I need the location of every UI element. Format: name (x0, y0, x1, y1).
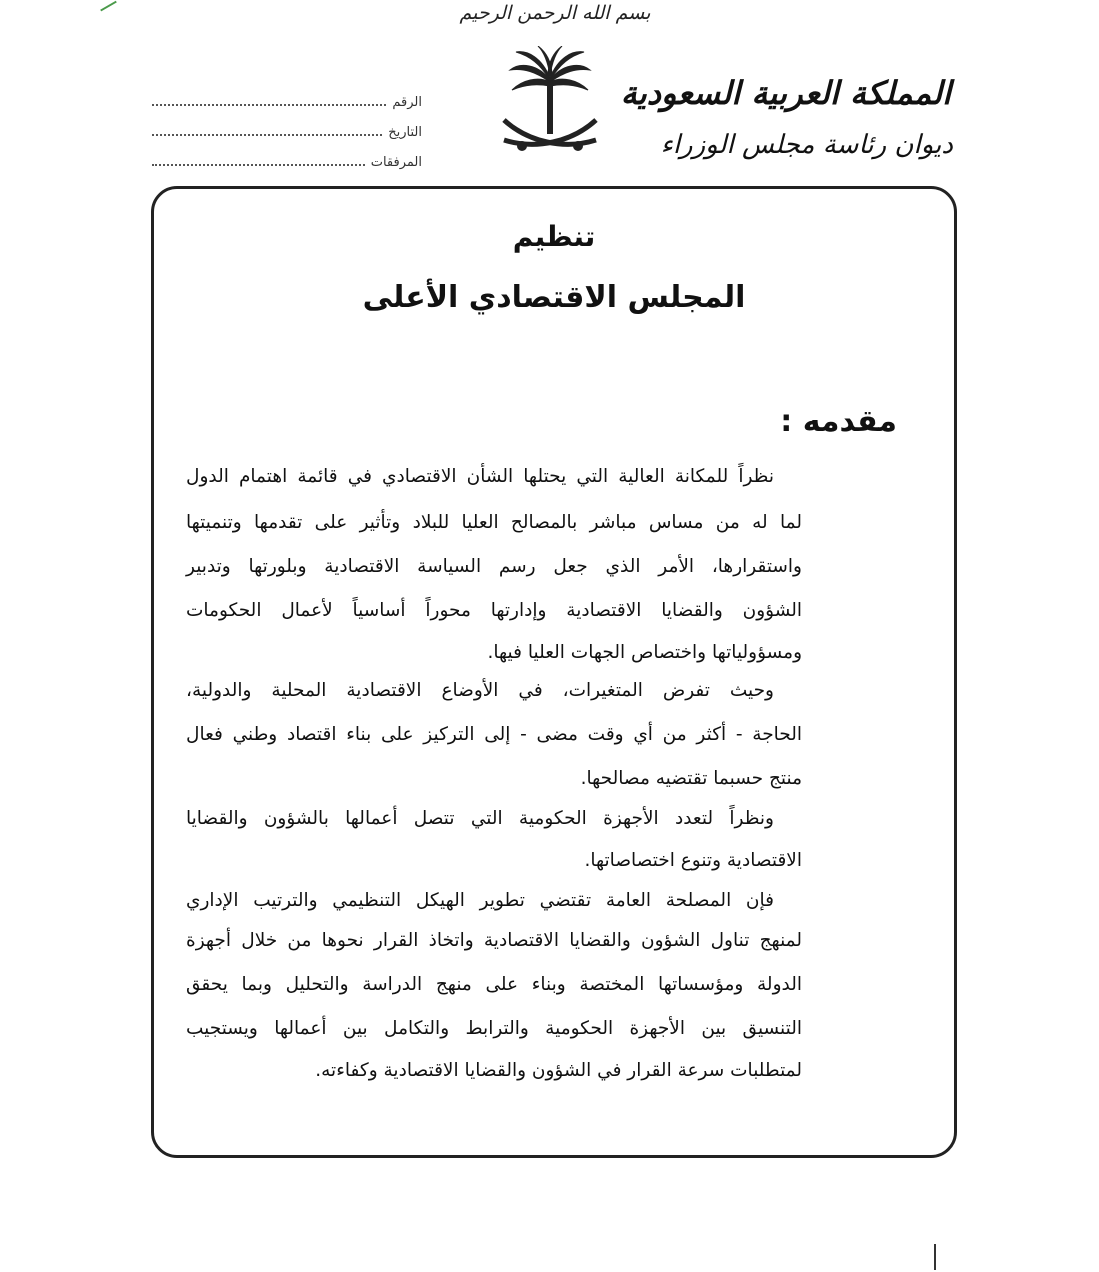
field-label: الرقم (392, 95, 422, 110)
page-edge-mark (934, 1244, 940, 1270)
document-frame (151, 186, 957, 1158)
diwan-name: ديوان رئاسة مجلس الوزراء (660, 130, 953, 160)
corner-mark (93, 0, 117, 11)
body-line: لمنهج تناول الشؤون والقضايا الاقتصادية واتخاذ القرار نحوها من خلال أجهزة (186, 930, 802, 951)
body-line: ونظراً لتعدد الأجهزة الحكومية التي تتصل أعمالها بالشؤون والقضايا (186, 808, 774, 829)
document-title-line1: تنظيم (512, 220, 596, 253)
body-line: ومسؤولياتها واختصاص الجهات العليا فيها. (487, 642, 802, 663)
field-label: التاريخ (388, 125, 422, 140)
body-line: منتج حسبما تقتضيه مصالحها. (580, 768, 802, 789)
field-dotted-line (152, 94, 386, 106)
basmala: بسم الله الرحمن الرحيم (459, 2, 651, 24)
field-dotted-line (152, 154, 365, 166)
reference-number-field (152, 94, 422, 110)
date-field (152, 124, 422, 140)
field-label: المرفقات (370, 155, 422, 170)
body-line: لمتطلبات سرعة القرار في الشؤون والقضايا الاقتصادية وكفاءته. (315, 1060, 802, 1081)
body-line: واستقرارها، الأمر الذي جعل رسم السياسة الاقتصادية وبلورتها وتدبير (186, 556, 802, 577)
document-title-line2: المجلس الاقتصادي الأعلى (362, 280, 746, 315)
body-line: لما له من مساس مباشر بالمصالح العليا للبلاد وتأثير على تقدمها وتنميتها (186, 512, 802, 533)
body-line: فإن المصلحة العامة تقتضي تطوير الهيكل التنظيمي والترتيب الإداري (186, 890, 774, 911)
body-line: التنسيق بين الأجهزة الحكومية والترابط والتكامل بين أعمالها ويستجيب (186, 1018, 802, 1039)
attachments-field (152, 154, 422, 170)
field-dotted-line (152, 124, 382, 136)
kingdom-name: المملكة العربية السعودية (620, 74, 951, 112)
body-line: الشؤون والقضايا الاقتصادية وإدارتها محوراً أساسياً لأعمال الحكومات (186, 600, 802, 621)
body-line: الدولة ومؤسساتها المختصة وبناء على منهج الدراسة والتحليل وبما يحقق (186, 974, 802, 995)
body-line: وحيث تفرض المتغيرات، في الأوضاع الاقتصادية المحلية والدولية، (186, 680, 774, 701)
intro-heading: مقدمه : (780, 404, 897, 439)
saudi-emblem-palm-swords-icon (498, 46, 602, 166)
body-line: الاقتصادية وتنوع اختصاصاتها. (584, 850, 802, 871)
body-line: نظراً للمكانة العالية التي يحتلها الشأن الاقتصادي في قائمة اهتمام الدول (186, 466, 774, 487)
body-line: الحاجة - أكثر من أي وقت مضى - إلى التركيز على بناء اقتصاد وطني فعال (186, 724, 802, 745)
